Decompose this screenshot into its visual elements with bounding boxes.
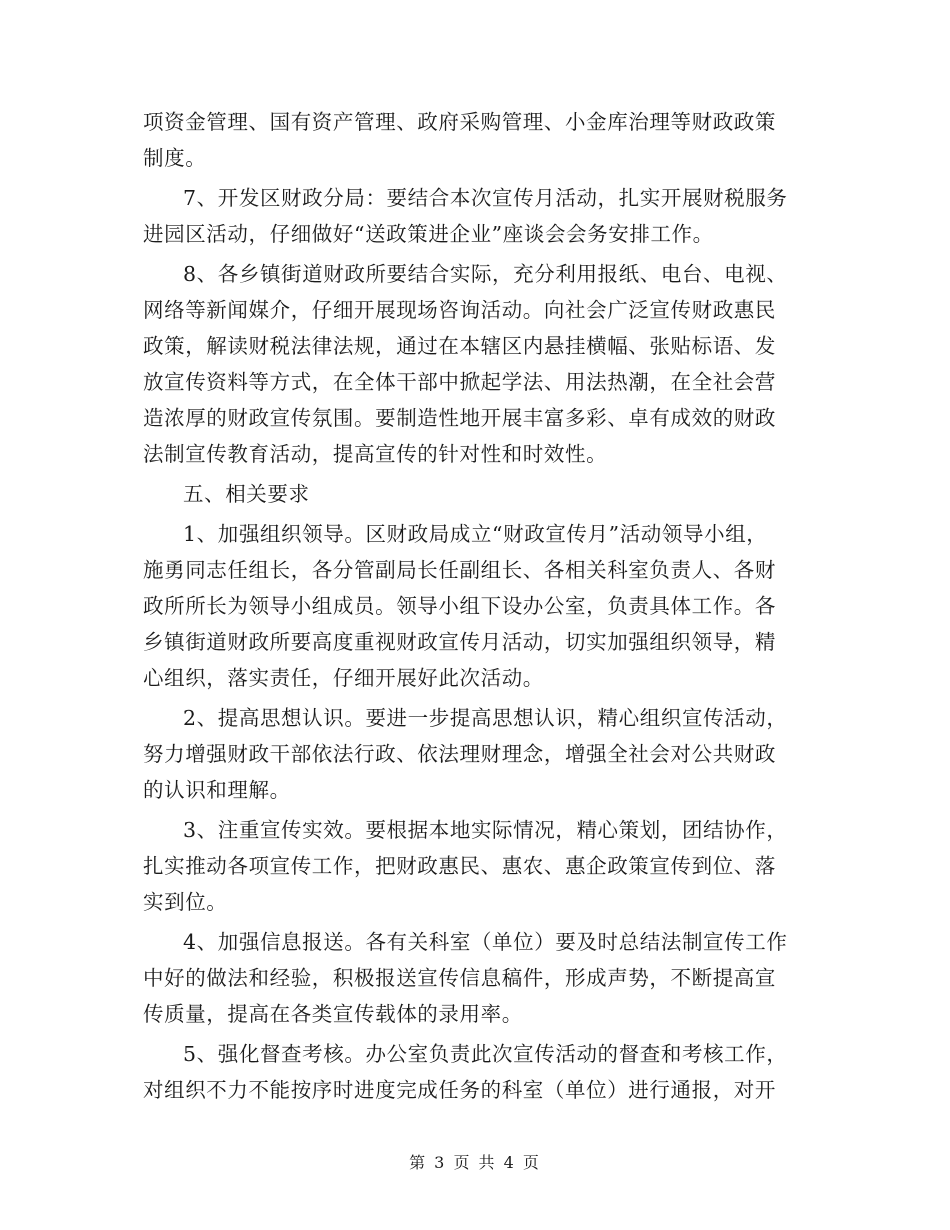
text-line: 五、相关要求: [183, 482, 310, 506]
text-line: 努力增强财政干部依法行政、依法理财理念，增强全社会对公共财政: [143, 742, 776, 766]
text-line: 法制宣传教育活动，提高宣传的针对性和时效性。: [143, 442, 608, 466]
paragraph: [143, 700, 813, 808]
text-line: 4、加强信息报送。各有关科室（单位）要及时总结法制宣传工作: [183, 930, 788, 954]
paragraph: [143, 104, 813, 176]
text-line: 政所所长为领导小组成员。领导小组下设办公室，负责具体工作。各: [143, 594, 776, 618]
paragraph: [143, 256, 813, 472]
text-line: 传质量，提高在各类宣传载体的录用率。: [143, 1002, 523, 1026]
text-line: 5、强化督查考核。办公室负责此次宣传活动的督查和考核工作，: [183, 1042, 788, 1066]
text-line: 实到位。: [143, 890, 228, 914]
paragraph: [143, 1036, 813, 1108]
text-line: 7、开发区财政分局：要结合本次宣传月活动，扎实开展财税服务: [183, 186, 788, 210]
text-line: 对组织不力不能按序时进度完成任务的科室（单位）进行通报，对开: [143, 1078, 776, 1102]
text-line: 乡镇街道财政所要高度重视财政宣传月活动，切实加强组织领导，精: [143, 630, 776, 654]
text-line: 制度。: [143, 146, 207, 170]
paragraph: [143, 812, 813, 920]
paragraph: [143, 180, 813, 252]
page-footer: 第 3 页 共 4 页: [409, 1153, 541, 1172]
text-line: 8、各乡镇街道财政所要结合实际，充分利用报纸、电台、电视、: [183, 262, 788, 286]
text-line: 心组织，落实责任，仔细开展好此次活动。: [143, 666, 544, 690]
text-line: 放宣传资料等方式，在全体干部中掀起学法、用法热潮，在全社会营: [143, 370, 776, 394]
text-line: 中好的做法和经验，积极报送宣传信息稿件，形成声势，不断提高宣: [143, 966, 776, 990]
text-line: 3、注重宣传实效。要根据本地实际情况，精心策划，团结协作，: [183, 818, 788, 842]
text-line: 进园区活动，仔细做好“送政策进企业”座谈会会务安排工作。: [143, 222, 714, 246]
text-line: 施勇同志任组长，各分管副局长任副组长、各相关科室负责人、各财: [143, 558, 776, 582]
text-line: 的认识和理解。: [143, 778, 291, 802]
paragraph: [143, 516, 813, 696]
section-heading: [143, 476, 813, 512]
paragraph: [143, 924, 813, 1032]
text-line: 扎实推动各项宣传工作，把财政惠民、惠农、惠企政策宣传到位、落: [143, 854, 776, 878]
text-line: 网络等新闻媒介，仔细开展现场咨询活动。向社会广泛宣传财政惠民: [143, 298, 776, 322]
text-line: 1、加强组织领导。区财政局成立“财政宣传月”活动领导小组，: [183, 522, 768, 546]
text-line: 造浓厚的财政宣传氛围。要制造性地开展丰富多彩、卓有成效的财政: [143, 406, 776, 430]
text-line: 政策，解读财税法律法规，通过在本辖区内悬挂横幅、张贴标语、发: [143, 334, 776, 358]
text-line: 项资金管理、国有资产管理、政府采购管理、小金库治理等财政政策: [143, 110, 776, 134]
document-body: [143, 104, 813, 1108]
text-line: 2、提高思想认识。要进一步提高思想认识，精心组织宣传活动，: [183, 706, 788, 730]
